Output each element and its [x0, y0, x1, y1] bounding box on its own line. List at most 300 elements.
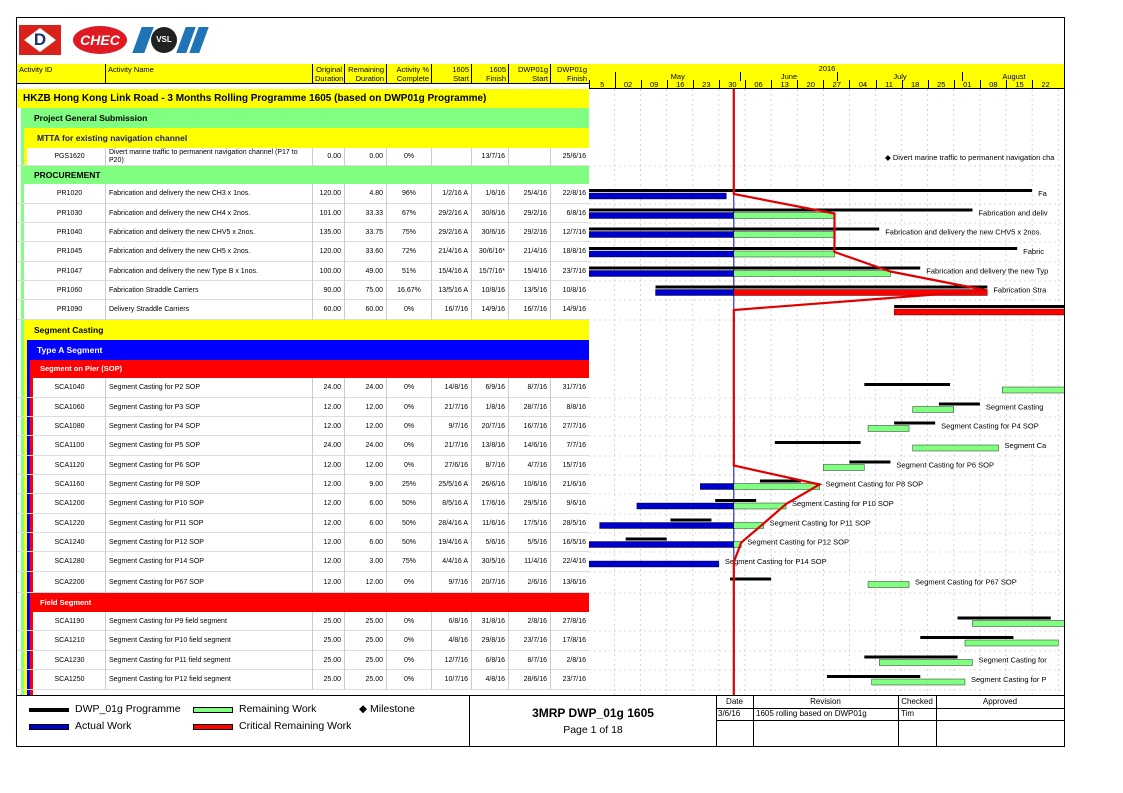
- cell-rd: 6.00: [344, 533, 386, 552]
- cell-pc: 0%: [386, 300, 431, 320]
- cell-f: 20/7/16: [471, 417, 508, 436]
- programme-sheet: [16, 17, 1065, 747]
- table-row[interactable]: [17, 670, 589, 690]
- cell-ds: 29/5/16: [508, 494, 550, 514]
- cell-f: 1/8/16: [471, 398, 508, 417]
- remaining-bar: [734, 484, 820, 490]
- actual-bar: [589, 213, 734, 219]
- table-row[interactable]: [17, 148, 589, 166]
- cell-od: 25.00: [312, 612, 344, 631]
- cell-id: SCA1230: [54, 657, 85, 664]
- cell-ds: 15/4/16: [508, 262, 550, 281]
- band-segment-on-pier[interactable]: Segment on Pier (SOP): [30, 360, 589, 378]
- cell-f: 13/8/16: [471, 436, 508, 456]
- gantt-chart: [589, 89, 1065, 695]
- cell-name: Segment Casting for P3 SOP: [105, 398, 312, 417]
- cell-name: Fabrication and delivery the new CH5 x 2nos.: [105, 242, 312, 262]
- baseline-bar: [589, 209, 972, 212]
- baseline-bar: [775, 441, 861, 444]
- cell-rd: 0.00: [344, 148, 386, 166]
- cell-od: 12.00: [312, 398, 344, 417]
- cell-pc: 0%: [386, 456, 431, 475]
- cell-df: 14/9/16: [550, 300, 589, 320]
- cell-od: 120.00: [312, 184, 344, 204]
- col-activity-name[interactable]: Activity Name: [105, 64, 312, 83]
- table-row[interactable]: [17, 242, 589, 262]
- cell-od: 135.00: [312, 223, 344, 242]
- baseline-bar: [589, 228, 879, 231]
- cell-id: SCA1120: [54, 462, 85, 469]
- cell-name: Fabrication and delivery the new CH3 x 1nos.: [105, 184, 312, 204]
- band-type-a-segment[interactable]: Type A Segment: [27, 340, 589, 360]
- revision-table: [716, 696, 1064, 747]
- cell-id: PR1030: [56, 210, 83, 217]
- cell-s: 6/8/16: [431, 612, 471, 631]
- cell-s: 21/7/16: [431, 398, 471, 417]
- table-row[interactable]: [17, 417, 589, 436]
- remaining-bar: [734, 213, 835, 219]
- baseline-bar: [670, 519, 711, 522]
- cell-s: 12/7/16: [431, 651, 471, 670]
- remaining-bar: [972, 621, 1065, 627]
- cell-f: 13/7/16: [471, 148, 508, 166]
- bar-label: Fabrication and delivery the new Typ: [926, 266, 1049, 276]
- legend-milestone-label: ◆ Milestone: [359, 703, 415, 715]
- actual-bar: [589, 542, 734, 548]
- cell-name: Fabrication and delivery the new Type B x 1nos.: [105, 262, 312, 281]
- cell-name: Segment Casting for P14 SOP: [105, 552, 312, 572]
- cell-f: 17/6/16: [471, 494, 508, 514]
- band-field-segment[interactable]: Field Segment: [30, 593, 589, 612]
- cell-pc: 50%: [386, 514, 431, 533]
- bar-label: Segment Ca: [1004, 441, 1047, 450]
- cell-ds: 2/8/16: [508, 612, 550, 631]
- rev-description: 1605 rolling based on DWP01g: [756, 709, 867, 718]
- cell-id: SCA1160: [54, 481, 85, 488]
- cell-od: 12.00: [312, 514, 344, 533]
- cell-ds: 29/2/16: [508, 223, 550, 242]
- cell-name: Segment Casting for P9 field segment: [105, 612, 312, 631]
- cell-f: 11/6/16: [471, 514, 508, 533]
- remaining-bar: [894, 309, 1065, 315]
- week-label: 15: [1006, 80, 1032, 89]
- cell-id: SCA1200: [54, 500, 85, 507]
- cell-s: 19/4/16 A: [431, 533, 471, 552]
- remaining-bar: [868, 426, 909, 432]
- bar-label: Segment Casting for P4 SOP: [941, 421, 1039, 431]
- col-activity-complete[interactable]: Activity % Complete: [386, 64, 431, 83]
- legend-critical-label: Critical Remaining Work: [239, 720, 352, 732]
- actual-bar: [589, 271, 734, 277]
- legend-swatch-critical: [193, 724, 233, 730]
- table-row[interactable]: [17, 378, 589, 398]
- cell-rd: 25.00: [344, 651, 386, 670]
- bar-label: Fabrication Stra: [993, 285, 1047, 295]
- actual-bar: [600, 523, 734, 529]
- cell-od: 12.00: [312, 572, 344, 593]
- bar-label: Segment Casting for P8 SOP: [825, 479, 924, 489]
- cell-s: 27/6/16: [431, 456, 471, 475]
- table-row[interactable]: [17, 262, 589, 281]
- remaining-bar: [879, 660, 972, 666]
- col-remaining-duration[interactable]: Remaining Duration: [344, 64, 386, 83]
- actual-bar: [589, 232, 734, 238]
- bar-label: Fabric: [1023, 247, 1045, 256]
- cell-ds: 11/4/16: [508, 552, 550, 572]
- rev-header-approved: Approved: [982, 697, 1018, 706]
- cell-rd: 12.00: [344, 572, 386, 593]
- week-label: 20: [797, 80, 823, 89]
- week-label: 06: [745, 80, 771, 89]
- cell-f: 4/8/16: [471, 670, 508, 690]
- cell-od: 25.00: [312, 670, 344, 690]
- cell-rd: 75.00: [344, 281, 386, 300]
- cell-rd: 4.80: [344, 184, 386, 204]
- table-row[interactable]: [17, 494, 589, 514]
- band-segment-casting[interactable]: Segment Casting: [24, 320, 589, 340]
- actual-bar: [589, 251, 734, 257]
- week-label: 30: [719, 80, 745, 89]
- cell-od: 12.00: [312, 475, 344, 494]
- project-title: HKZB Hong Kong Link Road - 3 Months Rolling Programme 1605 (based on DWP01g Programme): [17, 89, 589, 108]
- table-row[interactable]: [17, 436, 589, 456]
- cell-df: 10/8/16: [550, 281, 589, 300]
- table-row[interactable]: [17, 456, 589, 475]
- milestone-label: ◆ Divert marine traffic to permanent navigation cha: [885, 153, 1055, 162]
- baseline-bar: [864, 383, 950, 386]
- cell-name: Segment Casting for P10 SOP: [105, 494, 312, 514]
- cell-f: 31/8/16: [471, 612, 508, 631]
- cell-od: 25.00: [312, 651, 344, 670]
- table-row[interactable]: [17, 572, 589, 593]
- cell-df: 21/6/16: [550, 475, 589, 494]
- cell-df: 2/8/16: [550, 651, 589, 670]
- week-label: 08: [980, 80, 1006, 89]
- cell-name: Fabrication and delivery the new CHV5 x 2nos.: [105, 223, 312, 242]
- bar-label: Fabrication and deliv: [978, 208, 1048, 218]
- bar-label: Fa: [1038, 189, 1047, 198]
- cell-f: 30/6/16: [471, 204, 508, 223]
- cell-s: 4/8/16: [431, 631, 471, 651]
- table-row[interactable]: [17, 204, 589, 223]
- cell-name: Segment Casting for P4 SOP: [105, 417, 312, 436]
- cell-rd: 3.00: [344, 552, 386, 572]
- week-label: 01: [954, 80, 980, 89]
- bar-label: Segment Casting for P10 SOP: [792, 499, 894, 508]
- col-1605-start[interactable]: 1605 Start: [431, 64, 471, 83]
- table-row[interactable]: [17, 398, 589, 417]
- baseline-bar: [730, 578, 771, 581]
- cell-pc: 0%: [386, 651, 431, 670]
- cell-name: Segment Casting for P67 SOP: [105, 572, 312, 593]
- cell-id: SCA1210: [54, 637, 85, 644]
- cell-id: SCA1060: [54, 404, 85, 411]
- remaining-bar: [868, 582, 909, 588]
- cell-od: 12.00: [312, 533, 344, 552]
- cell-id: SCA1240: [54, 539, 85, 546]
- remaining-bar: [734, 503, 786, 509]
- cell-s: 29/2/16 A: [431, 223, 471, 242]
- cell-rd: 25.00: [344, 631, 386, 651]
- cell-pc: 0%: [386, 378, 431, 398]
- timescale-header: [589, 64, 1065, 89]
- week-label: 09: [641, 80, 667, 89]
- month-august: August: [962, 72, 1065, 81]
- cell-df: 8/8/16: [550, 398, 589, 417]
- remaining-bar: [965, 640, 1058, 646]
- cell-pc: 0%: [386, 612, 431, 631]
- cell-f: 1/6/16: [471, 184, 508, 204]
- cell-id: PGS1620: [54, 153, 85, 160]
- table-row[interactable]: [17, 552, 589, 572]
- cell-df: 9/6/16: [550, 494, 589, 514]
- document-title: 3MRP DWP_01g 1605: [532, 706, 654, 720]
- cell-id: SCA1080: [54, 423, 85, 430]
- cell-s: 25/5/16 A: [431, 475, 471, 494]
- table-row[interactable]: [17, 475, 589, 494]
- table-row[interactable]: [17, 281, 589, 300]
- baseline-bar: [589, 247, 1017, 250]
- cell-df: 17/8/16: [550, 631, 589, 651]
- baseline-bar: [656, 286, 988, 289]
- cell-pc: 96%: [386, 184, 431, 204]
- band-general-submission[interactable]: Project General Submission: [24, 108, 589, 128]
- table-row[interactable]: [17, 533, 589, 552]
- cell-f: 6/8/16: [471, 651, 508, 670]
- table-row[interactable]: [17, 300, 589, 320]
- cell-name: Delivery Straddle Carriers: [105, 300, 312, 320]
- cell-df: 31/7/16: [550, 378, 589, 398]
- cell-od: 24.00: [312, 378, 344, 398]
- legend-swatch-actual: [29, 724, 69, 730]
- cell-rd: 6.00: [344, 514, 386, 533]
- cell-s: [431, 148, 471, 166]
- cell-f: 20/7/16: [471, 572, 508, 593]
- week-label: 13: [771, 80, 797, 89]
- col-dwp-finish[interactable]: DWP01g Finish: [550, 64, 589, 83]
- table-row[interactable]: [17, 651, 589, 670]
- cell-pc: 16.67%: [386, 281, 431, 300]
- cell-ds: 16/7/16: [508, 300, 550, 320]
- cell-od: 101.00: [312, 204, 344, 223]
- cell-f: 29/8/16: [471, 631, 508, 651]
- cell-od: 100.00: [312, 262, 344, 281]
- col-dwp-start[interactable]: DWP01g Start: [508, 64, 550, 83]
- cell-ds: 17/5/16: [508, 514, 550, 533]
- cell-od: 0.00: [312, 148, 344, 166]
- bar-label: Segment Casting for P6 SOP: [896, 460, 994, 470]
- baseline-bar: [939, 403, 980, 406]
- cell-s: 9/7/16: [431, 572, 471, 593]
- cell-pc: 0%: [386, 670, 431, 690]
- cell-name: Segment Casting for P5 SOP: [105, 436, 312, 456]
- bar-label: Segment Casting for P14 SOP: [724, 557, 827, 566]
- cell-f: 10/8/16: [471, 281, 508, 300]
- cell-name: Segment Casting for P2 SOP: [105, 378, 312, 398]
- cell-f: 30/6/16*: [471, 242, 508, 262]
- cell-name: Fabrication Straddle Carriers: [105, 281, 312, 300]
- cell-f: 8/7/16: [471, 456, 508, 475]
- rev-checked: Tim: [901, 709, 915, 718]
- cell-name: Segment Casting for P8 SOP: [105, 475, 312, 494]
- cell-id: SCA2200: [54, 579, 85, 586]
- cell-f: 26/6/16: [471, 475, 508, 494]
- month-may: May: [615, 72, 741, 81]
- baseline-bar: [589, 267, 920, 270]
- cell-ds: 23/7/16: [508, 631, 550, 651]
- actual-bar: [589, 193, 726, 199]
- remaining-bar: [1002, 387, 1065, 393]
- cell-s: 28/4/16 A: [431, 514, 471, 533]
- cell-od: 90.00: [312, 281, 344, 300]
- cell-s: 8/5/16 A: [431, 494, 471, 514]
- month-june: June: [740, 72, 837, 81]
- legend-swatch-dwp: [29, 708, 69, 712]
- gantt-svg: [589, 89, 1065, 695]
- baseline-bar: [626, 538, 667, 541]
- bar-label: Segment Casting for P11 SOP: [769, 518, 871, 528]
- rev-date: 3/6/16: [718, 709, 741, 718]
- cell-ds: 21/4/16: [508, 242, 550, 262]
- cell-rd: 49.00: [344, 262, 386, 281]
- col-original-duration[interactable]: Original Duration: [312, 64, 344, 83]
- cell-ds: 5/5/16: [508, 533, 550, 552]
- band-procurement[interactable]: PROCUREMENT: [24, 166, 589, 184]
- cell-df: 27/7/16: [550, 417, 589, 436]
- cell-od: 25.00: [312, 631, 344, 651]
- cell-s: 13/5/16 A: [431, 281, 471, 300]
- vsl-logo: VSL: [137, 27, 207, 53]
- table-row[interactable]: [17, 223, 589, 242]
- baseline-bar: [920, 636, 1013, 639]
- cell-s: 21/4/16 A: [431, 242, 471, 262]
- cell-ds: 16/7/16: [508, 417, 550, 436]
- legend-dwp-label: DWP_01g Programme: [75, 703, 181, 715]
- chec-logo: CHEC: [73, 26, 127, 54]
- cell-rd: 9.00: [344, 475, 386, 494]
- cell-rd: 24.00: [344, 378, 386, 398]
- week-label: 11: [876, 80, 902, 89]
- cell-id: SCA1280: [54, 558, 85, 565]
- cell-f: 6/9/16: [471, 378, 508, 398]
- remaining-bar: [823, 465, 864, 471]
- cell-rd: 24.00: [344, 436, 386, 456]
- cell-rd: 6.00: [344, 494, 386, 514]
- table-row[interactable]: [17, 514, 589, 533]
- cell-pc: 25%: [386, 475, 431, 494]
- table-row[interactable]: [17, 184, 589, 204]
- cell-id: PR1020: [56, 190, 83, 197]
- cell-od: 12.00: [312, 456, 344, 475]
- cell-df: 22/8/16: [550, 184, 589, 204]
- cell-rd: 12.00: [344, 398, 386, 417]
- cell-pc: 67%: [386, 204, 431, 223]
- cell-pc: 75%: [386, 552, 431, 572]
- cell-pc: 72%: [386, 242, 431, 262]
- table-row[interactable]: [17, 612, 589, 631]
- baseline-bar: [849, 461, 890, 464]
- cell-df: 7/7/16: [550, 436, 589, 456]
- cell-rd: 60.00: [344, 300, 386, 320]
- actual-bar: [700, 484, 734, 490]
- rev-header-date: Date: [726, 697, 743, 706]
- cell-df: 18/8/16: [550, 242, 589, 262]
- remaining-bar: [913, 445, 999, 451]
- bar-label: Segment Casting for P: [970, 675, 1047, 684]
- cell-s: 15/4/16 A: [431, 262, 471, 281]
- cell-ds: 29/2/16: [508, 204, 550, 223]
- footer: [17, 695, 1064, 746]
- cell-id: SCA1100: [54, 442, 85, 449]
- cell-pc: 50%: [386, 533, 431, 552]
- baseline-bar: [589, 189, 1032, 192]
- cell-s: 4/4/16 A: [431, 552, 471, 572]
- cell-pc: 75%: [386, 223, 431, 242]
- cell-df: 25/6/16: [550, 148, 589, 166]
- cell-name: Segment Casting for P10 field segment: [105, 631, 312, 651]
- cell-name: Segment Casting for P11 SOP: [105, 514, 312, 533]
- cell-ds: 2/6/16: [508, 572, 550, 593]
- logo-bar: [17, 18, 1064, 64]
- cell-id: SCA1190: [54, 618, 85, 625]
- cell-rd: 33.60: [344, 242, 386, 262]
- remaining-bar: [734, 251, 835, 257]
- cell-df: 23/7/16: [550, 262, 589, 281]
- baseline-bar: [715, 499, 756, 502]
- col-1605-finish[interactable]: 1605 Finish: [471, 64, 508, 83]
- cell-od: 12.00: [312, 417, 344, 436]
- cell-rd: 33.75: [344, 223, 386, 242]
- rev-header-checked: Checked: [901, 697, 933, 706]
- cell-f: 30/5/16: [471, 552, 508, 572]
- bar-label: Fabrication and delivery the new CHV5 x 2nos.: [885, 227, 1042, 237]
- table-row[interactable]: [17, 631, 589, 651]
- cell-ds: 25/4/16: [508, 184, 550, 204]
- cell-ds: 10/6/16: [508, 475, 550, 494]
- actual-bar: [637, 503, 734, 509]
- cell-id: PR1045: [56, 248, 83, 255]
- cell-pc: 0%: [386, 631, 431, 651]
- remaining-bar: [913, 407, 954, 413]
- week-label: 18: [902, 80, 928, 89]
- cell-ds: 8/7/16: [508, 378, 550, 398]
- cell-od: 120.00: [312, 242, 344, 262]
- col-activity-id[interactable]: Activity ID: [19, 65, 53, 74]
- cell-name: Divert marine traffic to permanent navigation channel (P17 to P20): [105, 148, 312, 166]
- cell-df: 23/7/16: [550, 670, 589, 690]
- cell-od: 24.00: [312, 436, 344, 456]
- page-number: Page 1 of 18: [563, 724, 623, 736]
- week-label: 02: [615, 80, 641, 89]
- bar-label: Segment Casting for: [978, 655, 1047, 665]
- cell-s: 21/7/16: [431, 436, 471, 456]
- band-mtta[interactable]: MTTA for existing navigation channel: [27, 128, 589, 148]
- cell-f: 5/6/16: [471, 533, 508, 552]
- cell-id: SCA1040: [54, 384, 85, 391]
- cell-s: 1/2/16 A: [431, 184, 471, 204]
- cell-f: 30/6/16: [471, 223, 508, 242]
- cell-name: Segment Casting for P6 SOP: [105, 456, 312, 475]
- cell-ds: 4/7/16: [508, 456, 550, 475]
- remaining-bar: [734, 232, 835, 238]
- rev-header-revision: Revision: [810, 697, 841, 706]
- baseline-bar: [827, 675, 920, 678]
- actual-bar: [656, 290, 734, 296]
- legend-swatch-remaining: [193, 707, 233, 713]
- week-label: 27: [823, 80, 849, 89]
- remaining-bar: [872, 679, 965, 685]
- cell-name: Segment Casting for P12 SOP: [105, 533, 312, 552]
